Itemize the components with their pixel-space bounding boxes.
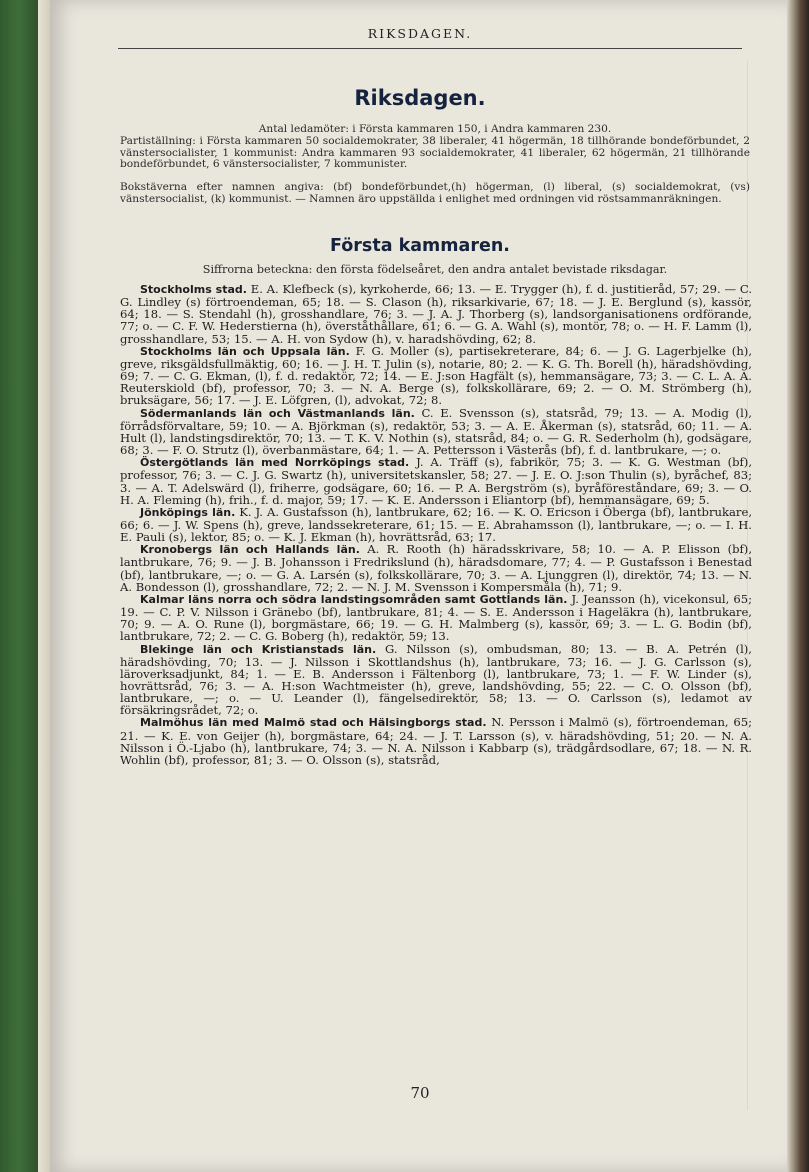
siffrorna-note: Siffrorna beteckna: den första födelseåret, den andra antalet bevistade riksdagar. bbox=[202, 263, 668, 276]
member-list bbox=[120, 283, 752, 766]
constituency-entry bbox=[120, 593, 752, 643]
constituency-name: Jönköpings län. bbox=[140, 505, 236, 519]
constituency-entry bbox=[120, 283, 752, 345]
constituency-entry bbox=[120, 543, 752, 593]
member-text: N. Persson i Malmö (s), förtroendeman, 65; 21. — K. E. von Geijer (h), borgmästare, 64; 24. — J. T. Larsson (s), v. häradshövding, 51; 20. — N. A. Nilsson i Ö.-Ljabo (h), lantbrukare, 74; 3. — N. A. Nilsson i Kabbarp (s), trädgårdsodlare, 67; 18. — N. R. Wohlin (bf), professor, 81; 3. — O. Olsson (s), statsråd, bbox=[120, 715, 753, 767]
constituency-entry bbox=[120, 506, 752, 543]
page-title: Riksdagen. bbox=[354, 86, 486, 110]
running-head: RIKSDAGEN. bbox=[367, 26, 473, 41]
intro-bokstaverna: Bokstäverna efter namnen angiva: (bf) bondeförbundet,(h) högerman, (l) liberal, (s) socialdemokrat, (vs) vänstersocialist, (k) kommunist. — Namnen äro uppställda i enlighet med ordningen vid röstsammanräkningen. bbox=[120, 181, 750, 205]
constituency-entry bbox=[120, 456, 752, 506]
constituency-entry bbox=[120, 716, 752, 766]
constituency-entry bbox=[120, 407, 752, 457]
constituency-entry bbox=[120, 643, 752, 717]
constituency-name: Södermanlands län och Västmanlands län. bbox=[140, 406, 415, 420]
member-text: J. Jeansson (h), vicekonsul, 65; 19. — C. P. V. Nilsson i Gränebo (bf), lantbrukare, 81; 4. — S. E. Andersson i Hageläkra (h), lantbrukare, 70; 9. — A. O. Rune (l), borgmästare, 66; 19. — G. H. Malmberg (s), kassör, 69; 3. — L. G. Bodin (bf), lantbrukare, 72; 2. — C. G. Boberg (h), redaktör, 59; 13. bbox=[120, 591, 752, 644]
constituency-name: Kalmar läns norra och södra landstingsområden samt Gottlands län. bbox=[140, 592, 568, 606]
member-text: A. R. Rooth (h) häradsskrivare, 58; 10. — A. P. Elisson (bf), lantbrukare, 76; 9. — J. B. Johansson i Fredrikslund (h), häradsdomare, 77; 4. — P. Gustafsson i Benestad (bf), lantbrukare, —; o. — G. A. Larsén (s), folkskollärare, 70; 3. — A. Ljunggren (l), direktör, 74; 13. — N. A. Bondesson (l), grosshandlare, 72; 2. — N. J. M. Svensson i Kompersmåla (h), 71; 9. bbox=[120, 542, 753, 594]
constituency-name: Kronobergs län och Hallands län. bbox=[140, 543, 360, 557]
member-text: J. A. Träff (s), fabrikör, 75; 3. — K. G. Westman (bf), professor, 76; 3. — C. J. G. Swartz (h), universitetskansler, 58; 27. — J. E. O. J:son Thulin (s), byråchef, 83; 3. — A. T. Adelswärd (l), friherre, godsägare, 60; 16. — P. A. Bergström (s), byråföreståndare, 69; 3. — O. H. A. Fleming (h), frih., f. d. major, 59; 17. — K. E. Andersson i Eliantorp (bf), hemmansägare, 69; 5. bbox=[120, 455, 753, 507]
page-number: 70 bbox=[410, 1084, 430, 1102]
constituency-name: Östergötlands län med Norrköpings stad. bbox=[140, 456, 410, 470]
book-cover-binding bbox=[0, 0, 42, 1172]
book-page bbox=[50, 0, 790, 1172]
member-text: K. J. A. Gustafsson (h), lantbrukare, 62; 16. — K. O. Ericson i Öberga (bf), lantbrukare, 66; 6. — J. W. Spens (h), greve, landssekreterare, 61; 15. — E. Abrahamsson (l), lantbrukare, —; o. — I. H. E. Pauli (s), lektor, 85; o. — K. J. Ekman (h), hovrättsråd, 63; 17. bbox=[120, 504, 753, 545]
member-text: G. Nilsson (s), ombudsman, 80; 13. — B. A. Petrén (l), häradshövding, 70; 13. — J. Nilsson i Skottlandshus (h), lantbrukare, 73; 16. — J. G. Carlsson (s), läroverksadjunkt, 84; 1. — E. B. Andersson i Fältenborg (l), lantbrukare, 73; 1. — F. W. Linder (s), hovrättsråd, 76; 3. — A. H:son Wachtmeister (h), greve, landshövding, 55; 22. — C. O. Olsson (bf), lantbrukare, —; o. — U. Leander (l), fängelsedirektör, 58; 13. — O. Carlsson (s), ledamot av försäkringsrådet, 72; o. bbox=[120, 641, 752, 718]
constituency-entry bbox=[120, 345, 752, 407]
section-title: Första kammaren. bbox=[330, 236, 510, 256]
member-text: F. G. Moller (s), partisekreterare, 84; 6. — J. G. Lagerbjelke (h), greve, riksgäldsfullmäktig, 60; 16. — J. H. T. Julin (s), notarie, 80; 2. — K. G. Th. Borell (h), häradshövding, 69; 7. — C. G. Ekman, (l), f. d. redaktör, 72; 14. — E. J:son Hagfält (s), hemmansägare, 73; 3. — C. L. A. A. Reuterskiold (bf), professor, 70; 3. — N. A. Berge (s), folkskollärare, 69; 2. — O. M. Strömberg (h), bruksägare, 56; 17. — J. E. Löfgren, (l), advokat, 72; 8. bbox=[120, 343, 753, 408]
constituency-name: Malmöhus län med Malmö stad och Hälsingborgs stad. bbox=[140, 716, 487, 730]
constituency-name: Stockholms län och Uppsala län. bbox=[140, 344, 350, 358]
constituency-name: Stockholms stad. bbox=[140, 283, 247, 296]
book-page-edge-right bbox=[787, 0, 809, 1172]
intro-antal: Antal ledamöter: i Första kammaren 150, i Andra kammaren 230. bbox=[258, 123, 612, 135]
member-text: C. E. Svensson (s), statsråd, 79; 13. — A. Modig (l), förrådsförvaltare, 59; 10. — A. Björkman (s), redaktör, 53; 3. — A. E. Åkerman (s), statsråd, 60; 11. — A. Hult (l), landstingsdirektör, 70; 13. — T. K. V. Nothin (s), statsråd, 84; o. — G. R. Sederholm (h), godsägare, 68; 3. — F. O. Strutz (l), överbanmästare, 64; 1. — A. Pettersson i Västerås (bf), f. d. lantbrukare, —; o. bbox=[120, 405, 752, 458]
member-text: E. A. Klefbeck (s), kyrkoherde, 66; 13. — E. Trygger (h), f. d. justitieråd, 57; 29. — C. G. Lindley (s) förtroendeman, 65; 18. — S. Clason (h), riksarkivarie, 67; 18. — J. E. Berglund (s), kassör, 64; 18. — S. Stendahl (h), grosshandlare, 76; 3. — J. A. J. Thorberg (s), landsorganisationens ordförande, 77; o. — C. F. W. Hederstierna (h), överståthållare, 61; 6. — G. A. Wahl (s), montör, 78; o. — H. F. Lamm (l), grosshandlare, 53; 15. — A. H. von Sydow (h), v. haradshövding, 62; 8. bbox=[120, 282, 753, 346]
constituency-name: Blekinge län och Kristianstads län. bbox=[140, 642, 377, 656]
intro-partistallning: Partiställning: i Första kammaren 50 socialdemokrater, 38 liberaler, 41 högermän, 18 tillhörande bondeförbundet, 2 vänstersocialister, 1 kommunist: Andra kammaren 93 socialdemokrater, 41 liberaler, 62 högermän, 21 tillhörande bondeförbundet, 6 vänstersocialister, 7 kommunister. bbox=[120, 135, 750, 170]
header-rule bbox=[118, 48, 742, 49]
